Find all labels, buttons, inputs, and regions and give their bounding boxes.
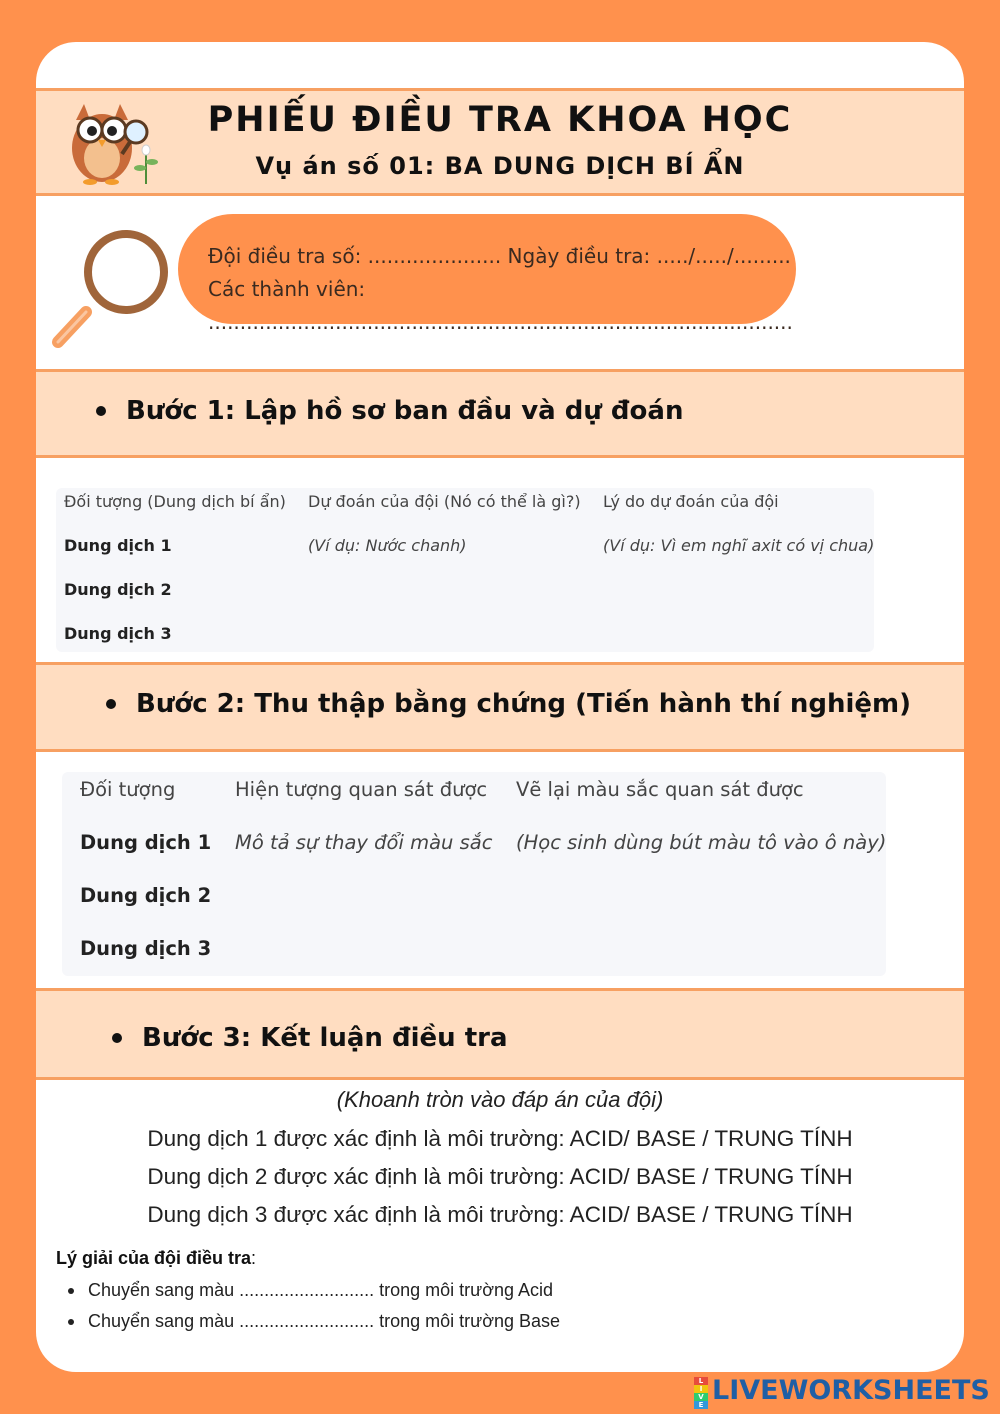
step1-title: Bước 1: Lập hồ sơ ban đầu và dự đoán	[126, 396, 684, 426]
table-cell: Dung dịch 1	[64, 536, 172, 555]
explanation-text: Chuyển sang màu ........................... trong môi trường Base	[88, 1311, 561, 1331]
table-cell: Dung dịch 3	[64, 624, 172, 643]
bullet-icon	[106, 699, 116, 709]
explanation-label: Lý giải của đội điều tra	[56, 1248, 252, 1268]
table-cell[interactable]: (Ví dụ: Nước chanh)	[308, 536, 467, 555]
explanation-item[interactable]	[68, 1311, 560, 1332]
team-date-line[interactable]: Đội điều tra số: ..................... Ngày điều tra: ...../...../.........	[208, 244, 791, 268]
worksheet-card	[36, 42, 964, 1372]
liveworksheets-logo-icon: L I V E	[694, 1377, 708, 1403]
team-info-box	[178, 214, 796, 334]
table-cell: Dung dịch 1	[80, 831, 212, 854]
table-header: Lý do dự đoán của đội	[603, 492, 779, 511]
table-header: Hiện tượng quan sát được	[235, 778, 488, 801]
table-cell[interactable]: (Ví dụ: Vì em nghĩ axit có vị chua)	[603, 536, 875, 555]
brand-name: LIVEWORKSHEETS	[712, 1374, 990, 1406]
step1-heading	[96, 396, 683, 426]
step2-title: Bước 2: Thu thập bằng chứng (Tiến hành thí nghiệm)	[136, 689, 911, 719]
members-line[interactable]: Các thành viên: ............................................................................................	[208, 277, 793, 334]
table-cell[interactable]: (Học sinh dùng bút màu tô vào ô này)	[516, 831, 887, 854]
step3-title: Bước 3: Kết luận điều tra	[142, 1023, 508, 1053]
conclusion-line[interactable]: Dung dịch 2 được xác định là môi trường: ACID/ BASE / TRUNG TÍNH	[147, 1164, 853, 1189]
page-title: PHIẾU ĐIỀU TRA KHOA HỌC	[207, 100, 793, 140]
bullet-icon	[68, 1319, 74, 1325]
explanation-item[interactable]	[68, 1280, 553, 1301]
table-cell[interactable]: Mô tả sự thay đổi màu sắc	[235, 831, 493, 854]
explanation-text: Chuyển sang màu ........................... trong môi trường Acid	[88, 1280, 554, 1300]
magnifying-glass-icon	[52, 228, 172, 352]
table-header: Đối tượng	[80, 778, 176, 801]
circle-answer-note: (Khoanh tròn vào đáp án của đội)	[336, 1087, 664, 1112]
bullet-icon	[68, 1288, 74, 1294]
bullet-icon	[96, 406, 106, 416]
table-cell: Dung dịch 2	[64, 580, 172, 599]
table-header: Vẽ lại màu sắc quan sát được	[516, 778, 804, 801]
explanation-heading	[56, 1248, 256, 1269]
step1-table	[56, 488, 874, 652]
table-cell: Dung dịch 3	[80, 937, 212, 960]
step2-table	[62, 772, 886, 976]
page-subtitle: Vụ án số 01: BA DUNG DỊCH BÍ ẨN	[255, 152, 745, 180]
conclusion-line[interactable]: Dung dịch 3 được xác định là môi trường: ACID/ BASE / TRUNG TÍNH	[147, 1202, 853, 1227]
table-header: Đối tượng (Dung dịch bí ẩn)	[64, 492, 286, 511]
step3-heading	[112, 1023, 508, 1053]
conclusion-line[interactable]: Dung dịch 1 được xác định là môi trường: ACID/ BASE / TRUNG TÍNH	[147, 1126, 853, 1151]
table-header: Dự đoán của đội (Nó có thể là gì?)	[308, 492, 581, 511]
explanation-colon: :	[251, 1248, 257, 1268]
step2-heading	[106, 689, 911, 719]
liveworksheets-brand[interactable]	[694, 1374, 990, 1409]
bullet-icon	[112, 1033, 122, 1043]
table-cell: Dung dịch 2	[80, 884, 212, 907]
